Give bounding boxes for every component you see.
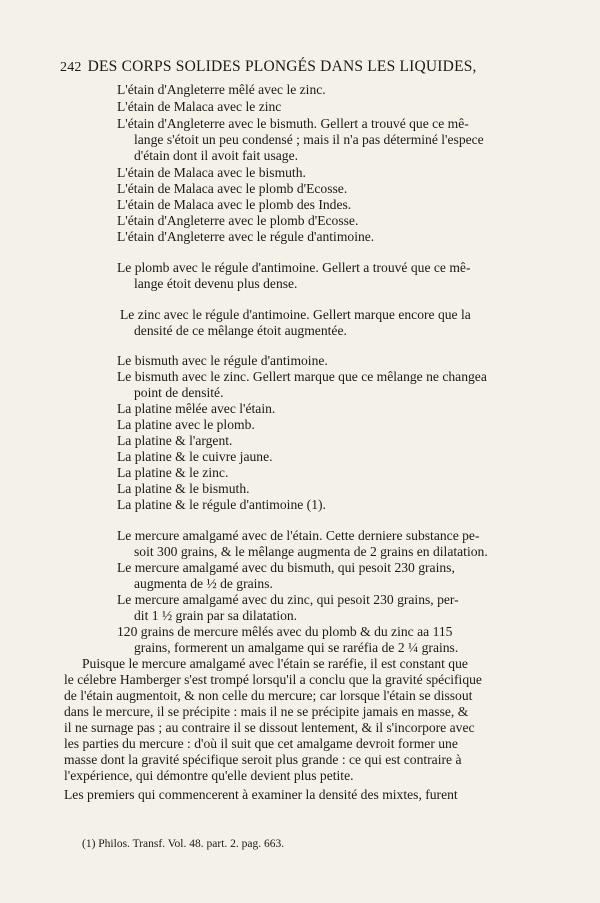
text-line: densité de ce mêlange étoit augmentée. — [134, 323, 347, 338]
text-line: grains, formerent un amalgame qui se raréfia de 2 ¼ grains. — [134, 640, 459, 655]
text-line: L'étain d'Angleterre avec le bismuth. Gellert a trouvé que ce mê- — [117, 116, 469, 131]
text-line: L'étain de Malaca avec le plomb des Indes. — [117, 197, 352, 212]
text-line: L'étain de Malaca avec le plomb d'Ecosse. — [117, 181, 348, 196]
text-line: La platine & l'argent. — [117, 433, 233, 448]
text-line: d'étain dont il avoit fait usage. — [134, 148, 299, 163]
text-line: Le mercure amalgamé avec du zinc, qui pesoit 230 grains, per- — [117, 592, 459, 607]
text-line: La platine & le bismuth. — [117, 481, 250, 496]
text-line: L'étain d'Angleterre mêlé avec le zinc. — [117, 82, 326, 97]
text-line: le célebre Hamberger s'est trompé lorsqu'il a conclu que la gravité spécifique — [64, 672, 482, 687]
text-line: de l'étain augmentoit, & non celle du mercure; car lorsque l'étain se dissout — [64, 688, 473, 703]
text-line: La platine & le zinc. — [117, 465, 229, 480]
text-line: soit 300 grains, & le mêlange augmenta de 2 grains en dilatation. — [134, 544, 488, 559]
text-line: 120 grains de mercure mêlés avec du plomb & du zinc aa 115 — [117, 624, 453, 639]
text-line: dit 1 ½ grain par sa dilatation. — [134, 608, 298, 623]
text-line: masse dont la gravité spécifique seroit plus grande : ce qui est contraire à — [64, 752, 462, 767]
footnote: (1) Philos. Transf. Vol. 48. part. 2. pag. 663. — [82, 838, 285, 850]
text-line: l'expérience, qui démontre qu'elle devient plus petite. — [64, 768, 354, 783]
text-line: Les premiers qui commencerent à examiner la densité des mixtes, furent — [64, 787, 458, 802]
text-line: La platine avec le plomb. — [117, 417, 255, 432]
running-header — [60, 58, 530, 76]
text-line: Le mercure amalgamé avec du bismuth, qui pesoit 230 grains, — [117, 560, 455, 575]
text-line: La platine & le régule d'antimoine (1). — [117, 497, 326, 512]
text-line: La platine mêlée avec l'étain. — [117, 401, 276, 416]
text-line: L'étain d'Angleterre avec le plomb d'Ecosse. — [117, 213, 359, 228]
page-number: 242 — [60, 60, 82, 75]
text-line: dans le mercure, il se précipite : mais il ne se précipite jamais en masse, & — [64, 704, 469, 719]
text-line: point de densité. — [134, 385, 224, 400]
text-line: Puisque le mercure amalgamé avec l'étain se raréfie, il est constant que — [82, 656, 468, 671]
text-line: les parties du mercure : d'où il suit que cet amalgame devroit former une — [64, 736, 458, 751]
text-line: L'étain d'Angleterre avec le régule d'antimoine. — [117, 229, 375, 244]
text-line: Le zinc avec le régule d'antimoine. Gellert marque encore que la — [120, 307, 471, 322]
text-line: lange s'étoit un peu condensé ; mais il n'a pas déterminé l'espece — [134, 132, 484, 147]
text-line: lange étoit devenu plus dense. — [134, 276, 298, 291]
text-line: Le bismuth avec le zinc. Gellert marque que ce mêlange ne changea — [117, 369, 487, 384]
running-title: DES CORPS SOLIDES PLONGÉS DANS LES LIQUIDES, — [87, 58, 477, 75]
text-line: Le bismuth avec le régule d'antimoine. — [117, 353, 328, 368]
text-line: il ne surnage pas ; au contraire il se dissout lentement, & il s'incorpore avec — [64, 720, 475, 735]
text-line: Le plomb avec le régule d'antimoine. Gellert a trouvé que ce mê- — [117, 260, 471, 275]
text-line: Le mercure amalgamé avec de l'étain. Cette derniere substance pe- — [117, 528, 480, 543]
text-line: La platine & le cuivre jaune. — [117, 449, 273, 464]
text-line: augmenta de ½ de grains. — [134, 576, 273, 591]
text-line: L'étain de Malaca avec le zinc — [117, 99, 282, 114]
text-line: L'étain de Malaca avec le bismuth. — [117, 165, 306, 180]
